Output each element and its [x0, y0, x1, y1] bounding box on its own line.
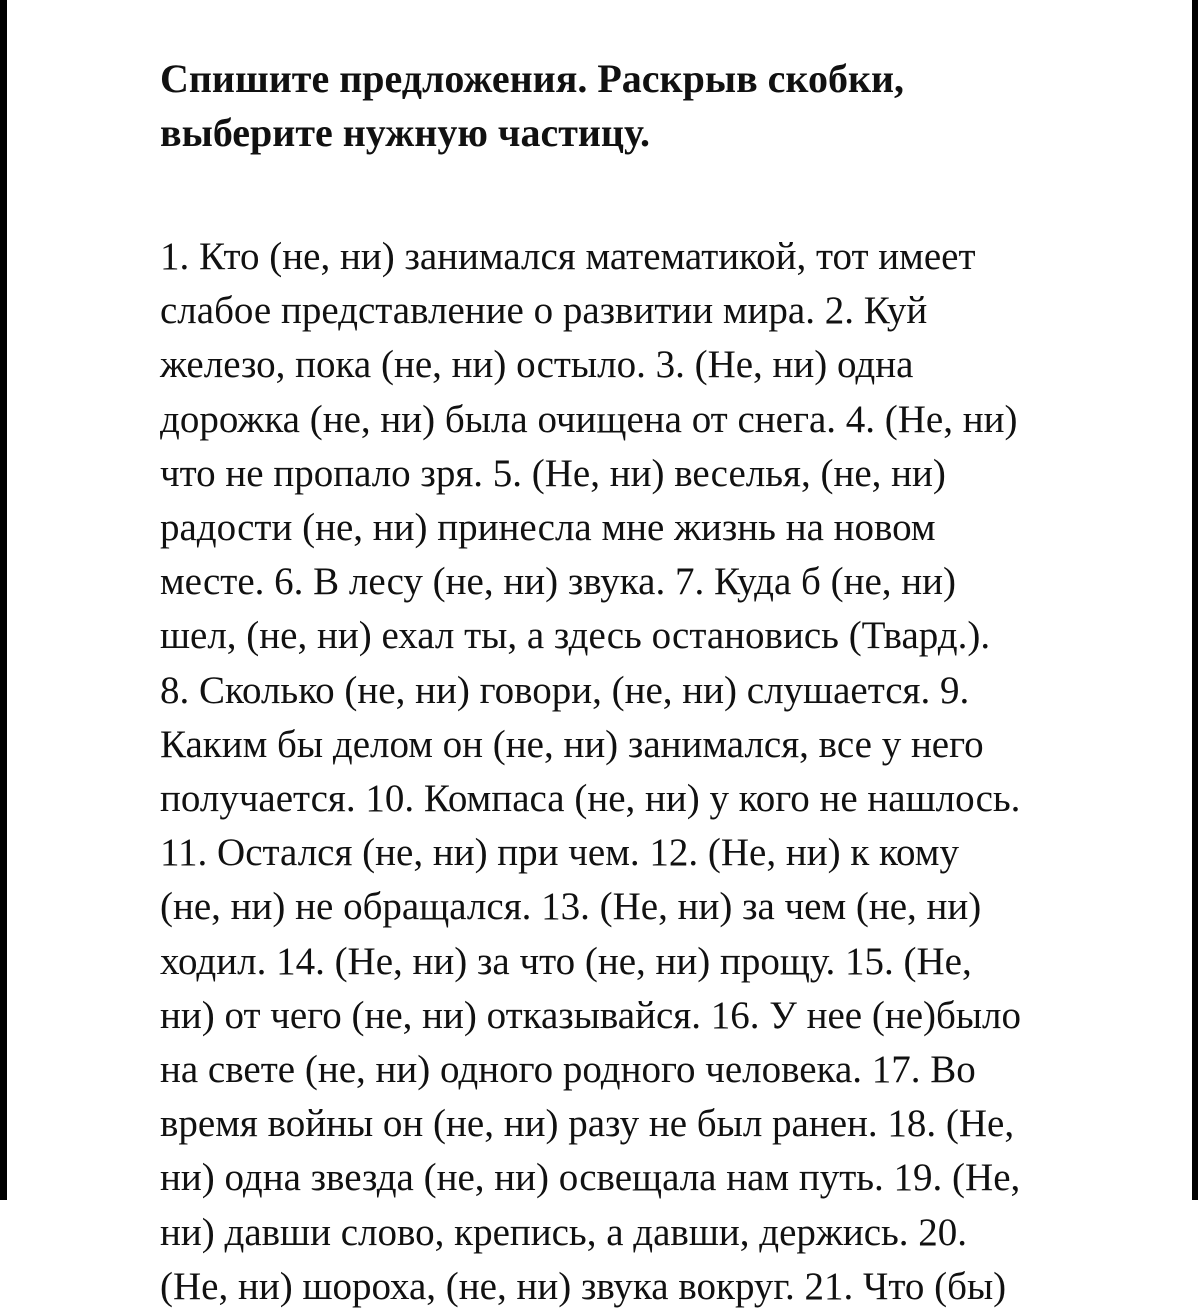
text-line: получается. 10. Компаса (не, ни) у кого не нашлось.: [160, 777, 1021, 821]
text-line: ни) давши слово, крепись, а давши, держись. 20.: [160, 1210, 968, 1254]
text-line: месте. 6. В лесу (не, ни) звука. 7. Куда б (не, ни): [160, 560, 956, 604]
text-line: что не пропало зря. 5. (Не, ни) веселья, (не, ни): [160, 451, 946, 495]
text-line: ни) от чего (не, ни) отказывайся. 16. У нее (не)было: [160, 993, 1022, 1037]
right-edge-border: [1192, 0, 1198, 1200]
heading-line: Спишите предложения. Раскрыв скобки,: [160, 56, 905, 101]
text-line: Каким бы делом он (не, ни) занимался, все у него: [160, 722, 984, 766]
text-line: (не, ни) не обращался. 13. (Не, ни) за чем (не, ни): [160, 885, 982, 929]
text-line: на свете (не, ни) одного родного человека. 17. Во: [160, 1048, 976, 1092]
text-line: 8. Сколько (не, ни) говори, (не, ни) слушается. 9.: [160, 668, 970, 712]
text-line: 11. Остался (не, ни) при чем. 12. (Не, ни) к кому: [160, 831, 959, 875]
text-line: радости (не, ни) принесла мне жизнь на новом: [160, 506, 936, 550]
text-line: дорожка (не, ни) была очищена от снега. 4. (Не, ни): [160, 397, 1018, 441]
text-line: железо, пока (не, ни) остыло. 3. (Не, ни) одна: [160, 343, 914, 387]
exercise-heading: [160, 52, 1120, 160]
text-line: (Не, ни) шороха, (не, ни) звука вокруг. 21. Что (бы): [160, 1264, 1007, 1308]
text-line: 1. Кто (не, ни) занимался математикой, тот имеет: [160, 235, 976, 278]
text-line: ни) одна звезда (не, ни) освещала нам путь. 19. (Не,: [160, 1156, 1021, 1200]
exercise-text: [160, 230, 1120, 1314]
document-page: [160, 52, 1120, 1314]
text-line: шел, (не, ни) ехал ты, а здесь остановись (Твард.).: [160, 614, 991, 658]
text-line: ходил. 14. (Не, ни) за что (не, ни) прощу. 15. (Не,: [160, 939, 972, 983]
text-line: слабое представление о развитии мира. 2. Куй: [160, 289, 928, 333]
heading-line: выберите нужную частицу.: [160, 110, 650, 155]
left-edge-border: [0, 0, 7, 1200]
text-line: время войны он (не, ни) разу не был ранен. 18. (Не,: [160, 1102, 1015, 1146]
